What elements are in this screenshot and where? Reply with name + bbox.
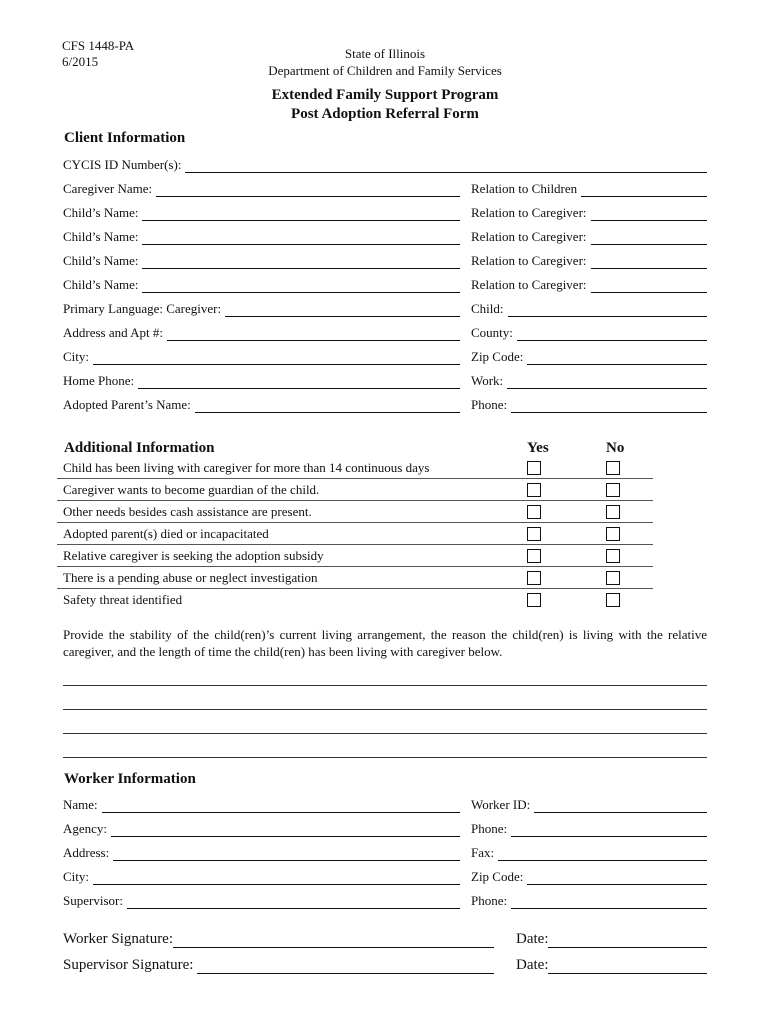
adopted-parent-field[interactable] [63,395,460,413]
supervisor-signature-date-field[interactable] [516,954,707,974]
checklist-item-text: Child has been living with caregiver for more than 14 continuous days [63,459,430,475]
county-line[interactable] [517,327,707,341]
worker-phone-line[interactable] [511,823,707,837]
supervisor-line[interactable] [127,895,460,909]
relation-caregiver-field-3[interactable] [471,251,707,269]
worker-zip-line[interactable] [527,871,707,885]
child-name-field-3[interactable] [63,251,460,269]
worker-city-label: City: [63,869,90,884]
checklist-row [57,523,653,545]
worker-address-label: Address: [63,845,110,860]
yes-checkbox[interactable] [527,505,541,519]
address-line[interactable] [167,327,460,341]
yes-checkbox[interactable] [527,483,541,497]
child-language-line[interactable] [508,303,707,317]
supervisor-phone-line[interactable] [511,895,707,909]
child-name-line[interactable] [142,279,460,293]
zip-label: Zip Code: [471,349,524,364]
client-section-title: Client Information [64,130,186,146]
form-titles [0,86,770,124]
supervisor-signature-field[interactable] [63,954,494,974]
city-line[interactable] [93,351,460,365]
adopted-parent-label: Adopted Parent’s Name: [63,397,191,412]
child-language-label: Child: [471,301,504,316]
caregiver-name-line[interactable] [156,183,460,197]
supervisor-signature-date-line[interactable] [548,960,707,974]
worker-id-line[interactable] [534,799,707,813]
zip-field[interactable] [471,347,707,365]
worker-signature-line[interactable] [173,934,494,948]
no-checkbox[interactable] [606,461,620,475]
child-name-label: Child’s Name: [63,253,139,268]
relation-caregiver-field-4[interactable] [471,275,707,293]
checklist-item-text: Relative caregiver is seeking the adoption subsidy [63,547,324,563]
narrative-line[interactable] [63,709,707,710]
supervisor-phone-field[interactable] [471,891,707,909]
agency-line[interactable] [111,823,460,837]
cycis-label: CYCIS ID Number(s): [63,157,182,172]
form-subtitle: Post Adoption Referral Form [291,106,479,122]
checklist-row [57,589,653,611]
supervisor-signature-date-label: Date: [516,957,549,973]
worker-city-line[interactable] [93,871,460,885]
relation-children-label: Relation to Children [471,181,578,196]
no-checkbox[interactable] [606,527,620,541]
state-name: State of Illinois [344,46,426,61]
checklist-row [57,545,653,567]
worker-address-line[interactable] [113,847,460,861]
checklist-item-text: Safety threat identified [63,592,183,607]
checklist-item-text: Caregiver wants to become guardian of the child. [63,481,320,497]
form-date: 6/2015 [62,54,99,69]
home-phone-field[interactable] [63,371,460,389]
adopted-parent-phone-line[interactable] [511,399,707,413]
checklist-item-text: Adopted parent(s) died or incapacitated [63,525,269,541]
worker-phone-field[interactable] [471,819,707,837]
primary-language-label: Primary Language: Caregiver: [63,301,222,316]
worker-id-field[interactable] [471,795,707,813]
worker-phone-label: Phone: [471,821,508,836]
adopted-parent-line[interactable] [195,399,460,413]
instructions-paragraph: Provide the stability of the child(ren)’s current living arrangement, the reason the child(ren) is living with the relative caregiver, and the length of time the child(ren) has been living with caregiver below. [63,627,707,659]
no-checkbox[interactable] [606,483,620,497]
child-language-field[interactable] [471,299,707,317]
work-phone-label: Work: [471,373,504,388]
worker-id-label: Worker ID: [471,797,531,812]
checklist-item-text: There is a pending abuse or neglect investigation [63,569,318,585]
yes-checkbox[interactable] [527,593,541,607]
yes-checkbox[interactable] [527,461,541,475]
worker-signature-date-field[interactable] [516,928,707,948]
yes-column-header: Yes [527,440,549,456]
primary-language-line[interactable] [225,303,460,317]
worker-name-line[interactable] [102,799,460,813]
checklist-row [57,567,653,589]
caregiver-name-label: Caregiver Name: [63,181,153,196]
worker-name-field[interactable] [63,795,460,813]
supervisor-label: Supervisor: [63,893,123,908]
agency-block [0,45,770,79]
agency-field[interactable] [63,819,460,837]
relation-caregiver-line[interactable] [591,231,707,245]
form-code: CFS 1448-PA [62,38,135,53]
checklist-item-text: Other needs besides cash assistance are present. [63,503,312,519]
worker-signature-field[interactable] [63,928,494,948]
relation-caregiver-line[interactable] [591,207,707,221]
checklist-row [57,457,653,479]
child-name-line[interactable] [142,231,460,245]
cycis-field[interactable] [63,155,707,173]
child-name-label: Child’s Name: [63,205,139,220]
no-checkbox[interactable] [606,593,620,607]
home-phone-label: Home Phone: [63,373,135,388]
work-phone-field[interactable] [471,371,707,389]
child-name-field-4[interactable] [63,275,460,293]
city-label: City: [63,349,90,364]
relation-caregiver-label: Relation to Caregiver: [471,277,587,292]
narrative-line[interactable] [63,685,707,686]
worker-signature-date-line[interactable] [548,934,707,948]
additional-section-title: Additional Information [64,440,215,456]
work-phone-line[interactable] [507,375,707,389]
fax-line[interactable] [498,847,707,861]
supervisor-signature-label: Supervisor Signature: [63,957,194,973]
child-name-field-2[interactable] [63,227,460,245]
address-field[interactable] [63,323,460,341]
supervisor-field[interactable] [63,891,460,909]
worker-address-field[interactable] [63,843,460,861]
worker-zip-field[interactable] [471,867,707,885]
caregiver-name-field[interactable] [63,179,460,197]
worker-section-title: Worker Information [64,771,196,787]
worker-name-label: Name: [63,797,98,812]
worker-signature-label: Worker Signature: [63,931,174,947]
relation-caregiver-line[interactable] [591,255,707,269]
child-name-label: Child’s Name: [63,229,139,244]
city-field[interactable] [63,347,460,365]
adopted-parent-phone-label: Phone: [471,397,508,412]
adopted-parent-phone-field[interactable] [471,395,707,413]
worker-signature-date-label: Date: [516,931,549,947]
no-checkbox[interactable] [606,571,620,585]
relation-caregiver-line[interactable] [591,279,707,293]
address-label: Address and Apt #: [63,325,164,340]
relation-caregiver-field-2[interactable] [471,227,707,245]
child-name-label: Child’s Name: [63,277,139,292]
narrative-line[interactable] [63,757,707,758]
checklist-row [57,479,653,501]
relation-caregiver-label: Relation to Caregiver: [471,253,587,268]
child-name-field-1[interactable] [63,203,460,221]
relation-caregiver-label: Relation to Caregiver: [471,229,587,244]
no-column-header: No [606,440,625,456]
narrative-line[interactable] [63,733,707,734]
yes-checkbox[interactable] [527,571,541,585]
yes-checkbox[interactable] [527,549,541,563]
yes-checkbox[interactable] [527,527,541,541]
supervisor-signature-line[interactable] [197,960,494,974]
supervisor-phone-label: Phone: [471,893,508,908]
relation-caregiver-field-1[interactable] [471,203,707,221]
cycis-line[interactable] [185,159,707,173]
relation-children-field[interactable] [471,179,707,197]
agency-label: Agency: [63,821,108,836]
fax-field[interactable] [471,843,707,861]
form-title: Extended Family Support Program [271,87,499,103]
child-name-line[interactable] [142,207,460,221]
no-checkbox[interactable] [606,505,620,519]
zip-line[interactable] [527,351,707,365]
relation-children-line[interactable] [581,183,707,197]
worker-zip-label: Zip Code: [471,869,524,884]
child-name-line[interactable] [142,255,460,269]
primary-language-field[interactable] [63,299,460,317]
county-field[interactable] [471,323,707,341]
home-phone-line[interactable] [138,375,460,389]
checklist-row [57,501,653,523]
department-name: Department of Children and Family Services [268,63,502,78]
worker-city-field[interactable] [63,867,460,885]
no-checkbox[interactable] [606,549,620,563]
relation-caregiver-label: Relation to Caregiver: [471,205,587,220]
county-label: County: [471,325,513,340]
fax-label: Fax: [471,845,495,860]
